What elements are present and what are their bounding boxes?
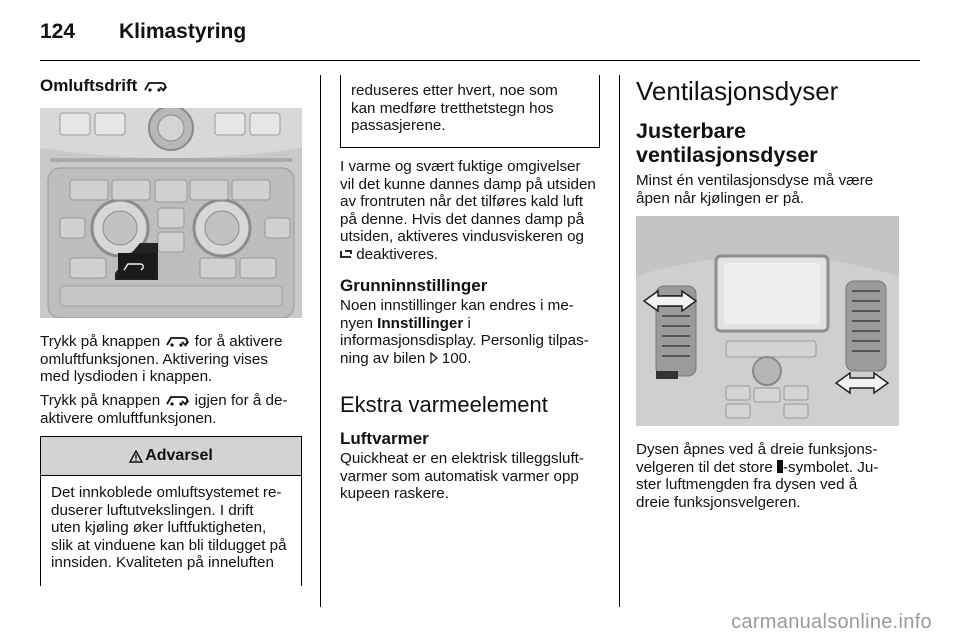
text-line: med lysdioden i knappen. (40, 368, 213, 386)
text-line: dreie funksjonsvelgeren. (636, 493, 801, 511)
text-line: kupeen raskere. (340, 485, 449, 503)
text-line: ning av bilen (340, 349, 426, 367)
page-number: 124 (40, 20, 76, 43)
warning-header (41, 437, 301, 476)
text-line: informasjonsdisplay. Personlig tilpas- (340, 332, 589, 350)
text-line: Trykk på knappen (40, 333, 161, 350)
text-line: passasjerene. (351, 117, 446, 135)
text-line: i (467, 314, 471, 332)
luftvarmer-heading: Luftvarmer (340, 429, 429, 448)
col2-luftvarmer-paragraph (340, 450, 615, 503)
text-line: Minst én ventilasjonsdyse må være (636, 172, 874, 189)
section-heading-omluft (40, 76, 168, 96)
page-reference: 100. (441, 349, 472, 367)
col3-paragraph (636, 441, 906, 511)
menu-name-innstillinger: Innstillinger (377, 314, 464, 332)
text-line: omluftfunksjonen. Aktivering vises (40, 350, 268, 368)
text-line: på denne. Hvis det dannes damp på (340, 210, 585, 228)
text-line: nyen (340, 314, 373, 332)
col3-intro (636, 172, 906, 207)
ventilasjonsdyser-heading: Ventilasjonsdyser (636, 76, 839, 106)
grunninnstillinger-heading: Grunninnstillinger (340, 276, 488, 295)
column-divider-left (320, 75, 321, 607)
warning-triangle-icon (129, 450, 143, 463)
text-line: duserer luftutvekslingen. I drift (51, 501, 254, 519)
text-line: Trykk på knappen (40, 392, 161, 409)
watermark-text: carmanualsonline.info (731, 611, 932, 633)
text-line: velgeren til det store (636, 458, 773, 476)
col2-paragraph-damp (340, 158, 615, 264)
climate-control-panel-photo (40, 108, 302, 318)
justerbare-heading (636, 119, 818, 167)
warning-body (41, 476, 301, 572)
text-line: åpen når kjølingen er på. (636, 189, 805, 207)
air-vent-photo (636, 216, 899, 426)
text-line: deaktiveres. (356, 245, 439, 263)
text-line: utsiden, aktiveres vindusviskeren og (340, 228, 584, 246)
page-reference-icon (430, 351, 438, 363)
text-line: varmer som automatisk varmer opp (340, 467, 579, 485)
text-line: aktivere omluftfunksjonen. (40, 409, 217, 427)
text-line: Quickheat er en elektrisk tilleggsluft- (340, 450, 584, 467)
section-heading-text: Omluftsdrift (40, 76, 138, 95)
text-line: Det innkoblede omluftsystemet re- (51, 484, 282, 501)
wiper-icon (340, 247, 352, 259)
col1-paragraph1 (40, 333, 304, 386)
warning-box (40, 436, 302, 586)
text-line: ster luftmengden fra dysen ved å (636, 476, 858, 494)
text-line: slik at vinduene kan bli tildugget på (51, 536, 287, 554)
warning-title: Advarsel (145, 447, 213, 464)
recirculation-icon (164, 393, 190, 407)
text-line: vil det kunne dannes damp på utsiden (340, 175, 596, 193)
text-line: igjen for å de- (194, 392, 288, 409)
text-line: -symbolet. Ju- (783, 458, 879, 476)
col2-grunn-paragraph (340, 297, 615, 367)
col1-paragraph2 (40, 392, 304, 427)
text-line: Justerbare (636, 119, 746, 143)
recirculation-icon (164, 334, 190, 348)
ekstra-varmeelement-heading: Ekstra varmeelement (340, 392, 548, 417)
text-line: reduseres etter hvert, noe som (351, 82, 558, 99)
chapter-title: Klimastyring (119, 20, 247, 43)
warning-box-continued (340, 75, 600, 148)
text-line: for å aktivere (194, 333, 283, 350)
column-divider-right (619, 75, 620, 607)
text-line: ventilasjonsdyser (636, 143, 818, 167)
header-rule (40, 60, 920, 61)
text-line: kan medføre tretthetstegn hos (351, 99, 554, 117)
text-line: I varme og svært fuktige omgivelser (340, 158, 581, 175)
text-line: Noen innstillinger kan endres i me- (340, 297, 574, 314)
text-line: innsiden. Kvaliteten på inneluften (51, 554, 274, 572)
text-line: uten kjøling øker luftfuktigheten, (51, 519, 267, 537)
recirculation-icon (142, 79, 168, 93)
text-line: Dysen åpnes ved å dreie funksjons- (636, 441, 878, 458)
text-line: av frontruten når det tilføres kald luft (340, 193, 584, 211)
